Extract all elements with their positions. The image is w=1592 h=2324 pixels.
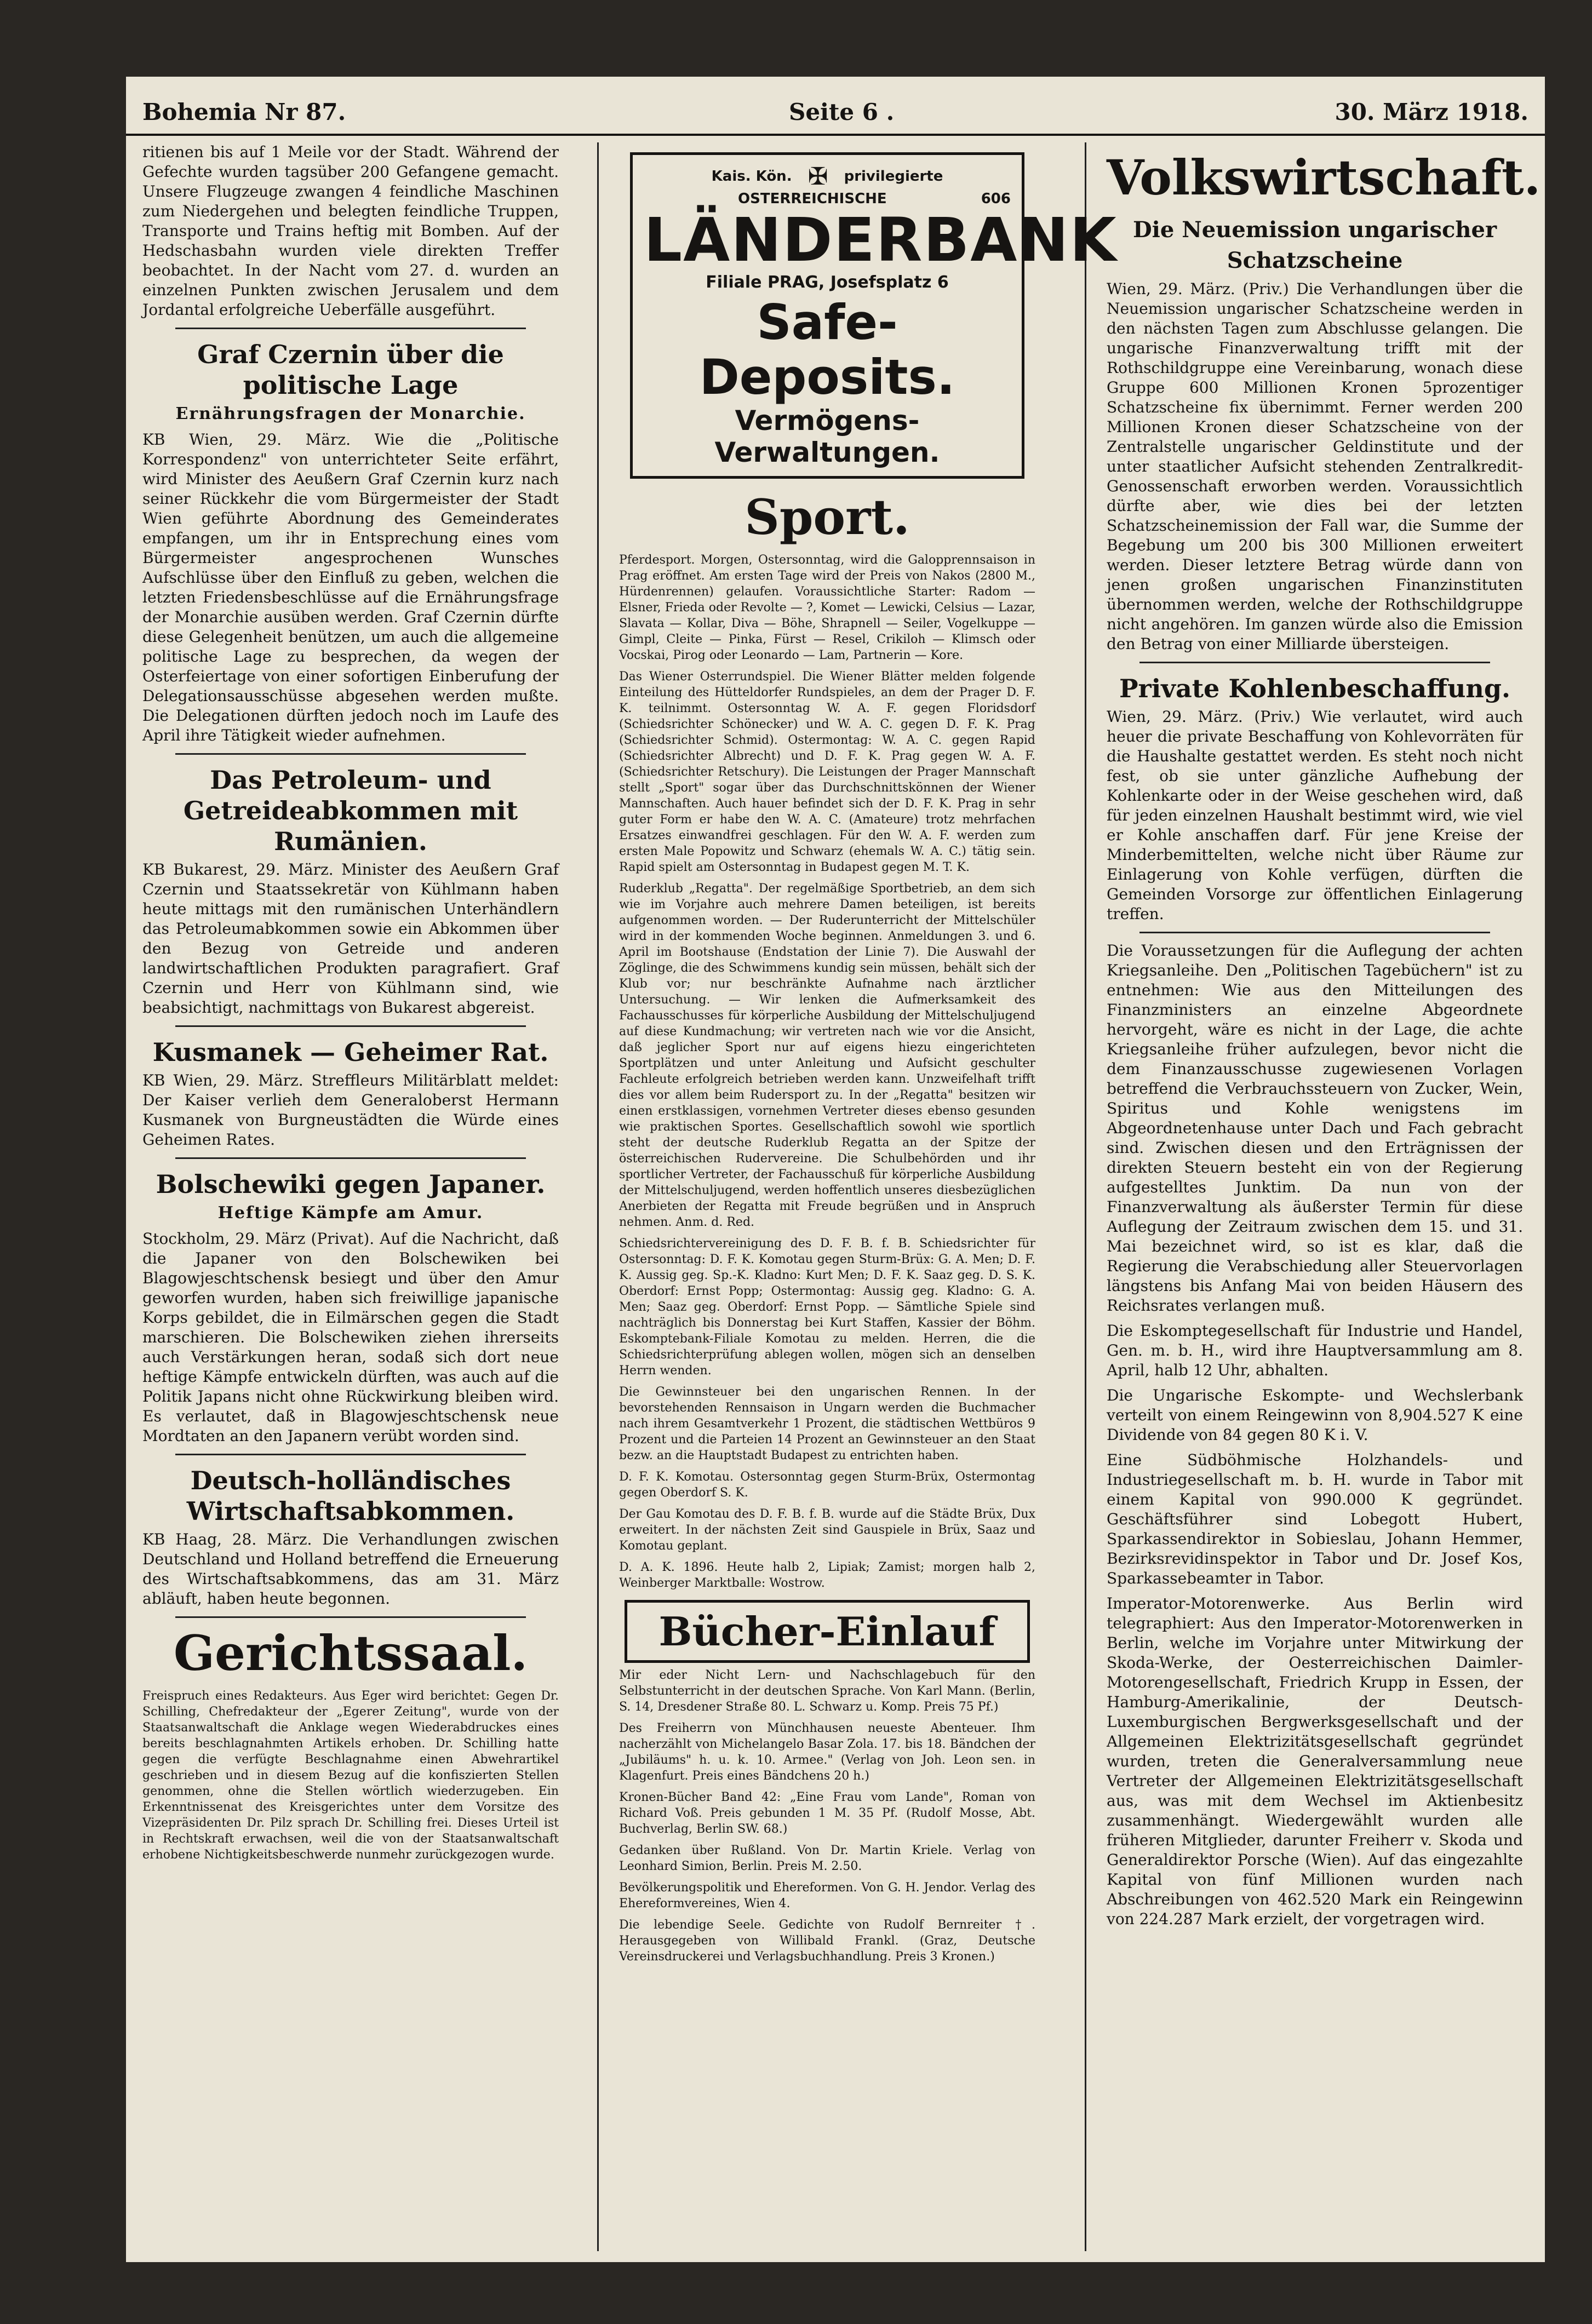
- headline-bolschewiki: Bolschewiki gegen Japaner.: [156, 1169, 546, 1199]
- ad-austrian: OSTERREICHISCHE: [738, 191, 887, 207]
- book-entry: Die lebendige Seele. Gedichte von Rudolf Bernreiter †. Herausgegeben von Willibald Frankl. (Graz, Deutsche Vereinsdruckerei und Verlagsbuchhandlung. Preis 3 Kronen.): [619, 1918, 1035, 1964]
- article-wirtschaftsabkommen: KB Haag, 28. März. Die Verhandlungen zwischen Deutschland und Holland betreffend die Erneuerung des Wirtschaftsabkommens, das am 31. März abläuft, haben heute begonnen.: [142, 1530, 559, 1608]
- article-bolschewiki: Stockholm, 29. März (Privat). Auf die Nachricht, daß die Japaner von den Bolschewiken bei Blagowjeschtschensk besiegt und über den Amur geworfen wurden, haben sich freiwillige japanische Korps gebildet, die in Eilmärschen gegen die Stadt marschieren. Die Bolschewiken ziehen ihrerseits auch Verstärkungen heran, sodaß sich dort neue heftige Kämpfe entwickeln dürften, was auch auf die Politik Japans nicht ohne Rückwirkung bleiben wird. Es verlautet, daß in Blagowjeschtschensk neue Mordtaten an den Japanern verübt worden sind.: [142, 1230, 559, 1445]
- books-title: Bücher-Einlauf: [658, 1608, 996, 1655]
- ad-branch: Filiale PRAG, Josefsplatz 6: [706, 273, 949, 292]
- book-entry: Bevölkerungspolitik und Ehereformen. Von G. H. Jendor. Verlag des Ehereformvereines, Wien 4.: [619, 1881, 1035, 1910]
- sport-gau-komotau: Der Gau Komotau des D. F. B. f. B. wurde auf die Städte Brüx, Dux erweitert. In der nächsten Zeit sind Gauspiele in Brüx, Saaz und Komotau geplant.: [619, 1507, 1035, 1553]
- subheadline-czernin: Ernährungsfragen der Monarchie.: [175, 404, 526, 423]
- ad-top-line: [644, 163, 1011, 191]
- column-rule: [1085, 142, 1086, 2251]
- ad-top-right: privilegierte: [844, 168, 943, 185]
- article-kohlenbeschaffung: Wien, 29. März. (Priv.) Wie verlautet, wird auch heuer die private Beschaffung von Kohlevorräten für die Haushalte gestattet werden. Es steht noch nicht fest, ob sie unter gänzliche Aufhebung der Kohlenkarte oder in der Weise geschehen wird, daß für jeden einzelnen Haushalt bestimmt wird, wie viel er Kohle anschaffen darf. Für jene Kreise der Minderbemittelten, welche nicht über Räume zur Einlagerung von Kohle verfügen, dürften die Gemeinden Vorsorge zur öffentlichen Einlagerung treffen.: [1107, 708, 1523, 923]
- article-schatzscheine: Wien, 29. März. (Priv.) Die Verhandlungen über die Neuemission ungarischer Schatzscheine werden in den nächsten Tagen zum Abschlusse gelangen. Die ungarische Finanzverwaltung trifft mit der Rothschildgruppe eine Vereinbarung, wonach diese Gruppe 600 Millionen Kronen 5prozentiger Schatzscheine fix übernimmt. Ferner werden 200 Millionen Kronen dieser Schatzscheine von der Zentralstelle ungarischer Geldinstitute und der unter staatlicher Aufsicht stehenden Zentralkredit-Genossenschaft erworben werden. Voraussichtlich dürfte aber, wie dies bei der letzten Schatzscheinemission der Fall war, die Summe der Begebung um 200 bis 300 Millionen erweitert werden. Dieser letztere Betrag würde dann von jenen großen ungarischen Finanzinstituten übernommen werden, welche der Rothschildgruppe nicht angehören. Im ganzen würde also die Emission den Betrag von einer Milliarde übersteigen.: [1107, 280, 1523, 653]
- separator: [175, 328, 526, 329]
- separator: [175, 1157, 526, 1159]
- sport-dak: D. A. K. 1896. Heute halb 2, Lipiak; Zamist; morgen halb 2, Weinberger Marktballe: Wostrow.: [619, 1560, 1035, 1590]
- sport-osterrundspiel: Das Wiener Osterrundspiel. Die Wiener Blätter melden folgende Einteilung des Hütteldorfer Rundspieles, an dem der Prager D. F. K. teilnimmt. Ostersonntag W. A. F. gegen Floridsdorf (Schiedsrichter Schönecker) und W. A. C. gegen D. F. K. Prag (Schiedsrichter Schmid). Ostermontag: W. A. C. gegen Rapid (Schiedsrichter Albrecht) und D. F. K. Prag gegen W. A. F. (Schiedsrichter Retschury). Die Leistungen der Prager Mannschaft stellt „Sport" sogar über das Durchschnittskönnen der Wiener Mannschaften. Auch hauer befindet sich der D. F. K. Prag in sehr guter Form er habe den W. A. C. (Amateure) trotz mehrfachen Ersatzes einwandfrei geschlagen. Für den W. A. F. werden zum ersten Male Popowitz und Schwarz (ehemals W. A. C.) tätig sein. Rapid spielt am Ostersonntag in Budapest gegen M. T. K.: [619, 670, 1035, 874]
- headline-czernin: Graf Czernin über die politische Lage: [197, 340, 504, 400]
- header-issue: Bohemia Nr 87.: [142, 99, 346, 125]
- separator: [175, 1025, 526, 1027]
- sport-pferdesport: Pferdesport. Morgen, Ostersonntag, wird die Galopprennsaison in Prag eröffnet. Am ersten Tage wird der Preis von Nakos (2800 M., Hürdenrennen) gelaufen. Voraussichtliche Starter: Radom — Elsner, Frieda oder Revolte — ?, Komet — Lewicki, Celsius — Lazar, Slavata — Kollar, Diva — Böhe, Shrapnell — Seiler, Vogelkuppe — Gimpl, Cleite — Pinka, Fürst — Resel, Crikiloh — Klimsch oder Vocskai, Pirog oder Leonardo — Lam, Partnerin — Kore.: [619, 553, 1035, 662]
- article-kusmanek: KB Wien, 29. März. Streffleurs Militärblatt meldet: Der Kaiser verlieh dem Generaloberst Hermann Kusmanek von Burgneustädten die Würde eines Geheimen Rates.: [142, 1071, 559, 1149]
- column-right: [1107, 142, 1541, 2251]
- article-wechslerbank: Die Ungarische Eskompte- und Wechslerbank verteilt von einem Reingewinn von 8,904.527 K eine Dividende von 84 gegen 80 K i. V.: [1107, 1386, 1523, 1444]
- column-left: [142, 142, 559, 2251]
- section-title-volkswirtschaft: Volkswirtschaft.: [1107, 149, 1541, 206]
- article-freispruch: Freispruch eines Redakteurs. Aus Eger wird berichtet: Gegen Dr. Schilling, Chefredakteur der „Egerer Zeitung", wurde von der Staatsanwaltschaft die Anklage wegen Wiederabdruckes eines bereits beschlagnahmten Artikels erhoben. Dr. Schilling hatte gegen die verfügte Beschlagnahme einen Abwehrartikel geschrieben und in diesem Bezug auf die konfiszierten Stellen genommen, ohne die Stellen wörtlich wiederzugeben. Ein Erkenntnissenat des Kreisgerichtes unter dem Vorsitze des Vizepräsidenten Dr. Pilz sprach Dr. Schilling frei. Dieses Urteil ist in Rechtskraft erwachsen, weil die von der Staatsanwaltschaft erhobene Nichtigkeitsbeschwerde nunmehr zurückgezogen wurde.: [142, 1689, 559, 1862]
- headline-wirtschaftsabkommen: Deutsch-holländisches Wirtschaftsabkommen.: [186, 1466, 515, 1526]
- books-box: [625, 1600, 1030, 1663]
- section-title-gerichtssaal: Gerichtssaal.: [173, 1625, 528, 1682]
- article-continuation: ritienen bis auf 1 Meile vor der Stadt. Während der Gefechte wurden tagsüber 200 Gefangene gemacht. Unsere Flugzeuge zwangen 4 feindliche Maschinen zum Niedergehen und belegten feindliche Truppen, Transporte und Trains heftig mit Bomben. Auf der Hedschasbahn wurden viele direkten Treffer beobachtet. In der Nacht vom 27. d. wurden an einzelnen Punkten zwischen Jerusalem und dem Jordantal erfolgreiche Ueberfälle ausgeführt.: [142, 143, 559, 319]
- ad-vermoegens: Vermögens-Verwaltungen.: [714, 405, 940, 468]
- article-czernin: KB Wien, 29. März. Wie die „Politische Korrespondenz" von unterrichteter Seite erfährt, wird Minister des Aeußern Graf Czernin kurz nach seiner Rückkehr die vom Bürgermeister der Stadt Wien geführte Abordnung des Gemeinderates empfangen, um ihr in Entsprechung eines vom Bürgermeister angesprochenen Wunsches Aufschlüsse über den Einfluß zu geben, welchen die letzten Friedensbeschlüsse auf die Ernährungsfrage der Monarchie ausüben werden. Graf Czernin dürfte diese Gelegenheit benützen, um auch die allgemeine politische Lage zu besprechen, da wegen der Osterfeiertage von einer sofortigen Einberufung der Delegationsausschüsse abgesehen werden mußte. Die Delegationen dürften jedoch noch im Laufe des April ihre Tätigkeit wieder aufnehmen.: [142, 431, 559, 744]
- separator: [1139, 932, 1490, 933]
- book-entry: Mir eder Nicht Lern- und Nachschlagebuch für den Selbstunterricht in der deutschen Sprache. Von Karl Mann. (Berlin, S. 14, Dresdener Straße 80. L. Schwarz u. Komp. Preis 75 Pf.): [619, 1668, 1035, 1714]
- headline-petroleum: Das Petroleum- und Getreideabkommen mit Rumänien.: [183, 765, 518, 856]
- ad-laenderbank: [630, 152, 1118, 479]
- ad-bank-name: LÄNDERBANK: [644, 205, 1118, 275]
- book-entry: Kronen-Bücher Band 42: „Eine Frau vom Lande", Roman von Richard Voß. Preis gebunden 1 M. 35 Pf. (Rudolf Mosse, Abt. Buchverlag, Berlin SW. 68.): [619, 1791, 1035, 1836]
- ad-safe-deposits: Safe-Deposits.: [699, 294, 955, 405]
- sport-gewinnsteuer: Die Gewinnsteuer bei den ungarischen Rennen. In der bevorstehenden Rennsaison in Ungarn werden die Buchmacher nach ihrem Gesamtverkehr 1 Prozent, die städtischen Wettbüros 9 Prozent und die Parteien 14 Prozent an Gewinnsteuer an den Staat bezw. an die Hauptstadt Budapest zu entrichten haben.: [619, 1385, 1035, 1462]
- column-middle: [619, 142, 1118, 2251]
- eagle-emblem-icon: ✠: [808, 163, 828, 191]
- sport-schiedsrichter: Schiedsrichtervereinigung des D. F. B. f. B. Schiedsrichter für Ostersonntag: D. F. K. Komotau gegen Sturm-Brüx: G. A. Men; D. F. K. Aussig geg. Sp.-K. Kladno: Kurt Men; D. F. K. Saaz geg. D. S. K. Oberdorf: Ernst Popp; Ostermontag: Aussig geg. Kladno: G. A. Men; Saaz geg. Oberdorf: Ernst Popp. — Sämtliche Spiele sind nachträglich bis Donnerstag bei Kurt Staffen, Kassier der Böhm. Eskomptebank-Filiale Komotau zu melden. Herren, die die Schiedsrichterprüfung ablegen wollen, mögen sich an denselben Herrn wenden.: [619, 1237, 1035, 1378]
- separator: [175, 1616, 526, 1618]
- header-page-number: Seite 6 .: [789, 99, 895, 125]
- book-entry: Des Freiherrn von Münchhausen neueste Abenteuer. Ihm nacherzählt von Michelangelo Basar Zola. 17. bis 18. Bändchen der „Jubiläums" h. u. k. 10. Armee." (Verlag von Joh. Leon sen. in Klagenfurt. Preis eines Bändchens 20 h.): [619, 1722, 1035, 1783]
- separator: [175, 1454, 526, 1455]
- headline-schatzscheine: Die Neuemission ungarischer Schatzscheine: [1132, 217, 1497, 273]
- sport-komotau: D. F. K. Komotau. Ostersonntag gegen Sturm-Brüx, Ostermontag gegen Oberdorf S. K.: [619, 1470, 1035, 1500]
- article-petroleum: KB Bukarest, 29. März. Minister des Aeußern Graf Czernin und Staatssekretär von Kühlmann haben heute mittags mit den rumänischen Unterhändlern das Petroleumabkommen sowie ein Abkommen über den Bezug von Getreide und anderen landwirtschaftlichen Produkten paragrafiert. Graf Czernin und Herr von Kühlmann sind, wie beabsichtigt, nachmittags von Bukarest abgereist.: [142, 860, 559, 1017]
- subheadline-bolschewiki: Heftige Kämpfe am Amur.: [217, 1203, 484, 1223]
- headline-kohlenbeschaffung: Private Kohlenbeschaffung.: [1119, 674, 1511, 703]
- header-rule: [126, 134, 1545, 136]
- section-title-sport: Sport.: [745, 489, 910, 546]
- headline-kusmanek: Kusmanek — Geheimer Rat.: [152, 1037, 549, 1067]
- ad-top-left: Kais. Kön.: [711, 168, 792, 185]
- article-imperator: Imperator-Motorenwerke. Aus Berlin wird telegraphiert: Aus den Imperator-Motorenwerken in Berlin, welche im Vorjahre unter Mitwirkung der Skoda-Werke, der Oesterreichischen Daimler-Motorengesellschaft, Friedrich Krupp in Essen, der Hamburg-Amerikalinie, der Deutsch-Luxemburgischen Bergwerksgesellschaft und der Allgemeinen Elektrizitätsgesellschaft gegründet wurden, treten die Generalversammlung neue Vertreter der Allgemeinen Elektrizitätsgesellschaft aus, was mit dem Wechsel im Aktienbesitz zusammenhängt. Wiedergewählt wurden alle früheren Mitglieder, darunter Freiherr v. Skoda und Generaldirektor Porsche (Wien). Auf das eingezahlte Kapital von fünf Millionen wurden nach Abschreibungen von 462.520 Mark ein Reingewinn von 224.287 Mark erzielt, der vorgetragen wird.: [1107, 1594, 1523, 1928]
- article-kriegsanleihe: Die Voraussetzungen für die Auflegung der achten Kriegsanleihe. Den „Politischen Tagebüchern" ist zu entnehmen: Wie aus den Mitteilungen des Finanzministers an einzelne Abgeordnete hervorgeht, wäre es nicht in der Lage, die achte Kriegsanleihe früher aufzulegen, bevor nicht die dem Finanzausschusse zugewiesenen Vorlagen betreffend die Verbrauchssteuern von Zucker, Wein, Spiritus und Kohle wenigstens im Abgeordnetenhause unter Dach und Fach gebracht sind. Zwischen diesen und den Erträgnissen der direkten Steuern besteht ein von der Regierung aufgestelltes Junktim. Da nun von der Finanzverwaltung als äußerster Termin für diese Auflegung der Zeitraum zwischen dem 15. und 31. Mai bezeichnet wird, so ist es klar, daß die Regierung die Verabschiedung aller Steuervorlagen längstens bis Anfang Mai von beiden Häusern des Reichsrates verlangen muß.: [1107, 942, 1523, 1315]
- article-eskomptegesellschaft: Die Eskomptegesellschaft für Industrie und Handel, Gen. m. b. H., wird ihre Hauptversammlung am 8. April, halb 12 Uhr, abhalten.: [1107, 1322, 1523, 1379]
- header-date: 30. März 1918.: [1335, 99, 1528, 125]
- book-entry: Gedanken über Rußland. Von Dr. Martin Kriele. Verlag von Leonhard Simion, Berlin. Preis M. 2.50.: [619, 1844, 1035, 1873]
- ad-number: 606: [981, 191, 1011, 207]
- separator: [175, 753, 526, 755]
- column-rule: [597, 142, 599, 2251]
- newspaper-page: [126, 77, 1545, 2262]
- separator: [1139, 662, 1490, 663]
- article-holzhandel: Eine Südböhmische Holzhandels- und Industriegesellschaft m. b. H. wurde in Tabor mit einem Kapital von 990.000 K gegründet. Geschäftsführer sind Lobegott Hubert, Sparkassendirektor in Sobieslau, Johann Hemmer, Bezirksrevidinspektor in Tabor und Dr. Josef Kos, Sparkassebeamter in Tabor.: [1107, 1451, 1523, 1587]
- sport-regatta: Ruderklub „Regatta". Der regelmäßige Sportbetrieb, an dem sich wie im Vorjahre auch mehrere Damen beteiligen, ist bereits aufgenommen worden. — Der Ruderunterricht der Mittelschüler wird in der kommenden Woche beginnen. Anmeldungen 3. und 6. April im Bootshause (Endstation der Linie 7). Die Auswahl der Zöglinge, die des Schwimmens kundig sein müssen, behält sich der Klub vor; nur beschränkte Aufnahme nach ärztlicher Untersuchung. — Wir lenken die Aufmerksamkeit des Fachausschusses für körperliche Ausbildung der Mittelschuljugend auf diese Kundmachung; wir vertreten nach wie vor die Ansicht, daß jeglicher Sport nur auf eigens hiezu eingerichteten Sportplätzen und unter Anleitung und Aufsicht geschulter Fachleute erfolgreich betrieben werden kann. Unzweifelhaft trifft dies vor allem beim Rudersport zu. In der „Regatta" besitzen wir einen erstklassigen, vornehmen Vertreter dieses ebenso gesunden wie praktischen Sportes. Gesellschaftlich sowohl wie sportlich steht der deutsche Ruderklub Regatta an der Spitze der österreichischen Rudervereine. Die Schulbehörden und ihr sportlicher Vertreter, der Fachausschuß für körperliche Ausbildung der Mittelschuljugend, werden hoffentlich unseres diesbezüglichen Anerbieten der Regatta mit Freude begrüßen und in Anspruch nehmen. Anm. d. Red.: [619, 882, 1035, 1229]
